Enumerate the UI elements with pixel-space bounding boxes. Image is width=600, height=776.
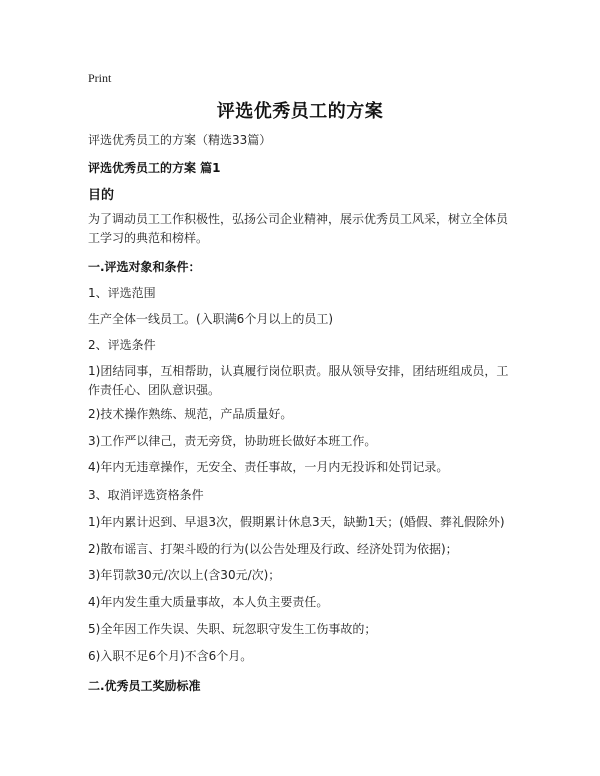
disqualify-4: 4)年内发生重大质量事故，本人负主要责任。 [88, 595, 329, 609]
condition-4: 4)年内无违章操作，无安全、责任事故，一月内无投诉和处罚记录。 [88, 460, 449, 474]
condition-1: 1)团结同事，互相帮助，认真履行岗位职责。服从领导安排，团结班组成员，工作责任心、团队意识强。 [88, 364, 509, 397]
heading-1: 一.评选对象和条件： [88, 260, 201, 274]
subheading-3: 3、取消评选资格条件 [88, 488, 204, 502]
heading-2: 二.优秀员工奖励标准 [88, 679, 201, 693]
subheading-2: 2、评选条件 [88, 338, 156, 352]
subheading-1: 1、评选范围 [88, 286, 156, 300]
section-title: 评选优秀员工的方案 篇1 [88, 161, 221, 175]
purpose-heading: 目的 [88, 188, 115, 203]
disqualify-6: 6)入职不足6个月)不含6个月。 [88, 649, 253, 663]
condition-2: 2)技术操作熟练、规范，产品质量好。 [88, 407, 293, 421]
print-label: Print [88, 71, 112, 85]
disqualify-2: 2)散布谣言、打架斗殴的行为(以公告处理及行政、经济处罚为依据)； [88, 542, 458, 556]
disqualify-1: 1)年内累计迟到、早退3次，假期累计休息3天，缺勤1天；(婚假、葬礼假除外) [88, 515, 505, 529]
doc-subtitle: 评选优秀员工的方案（精选33篇） [88, 133, 272, 147]
scope-text: 生产全体一线员工。(入职满6个月以上的员工) [88, 312, 333, 326]
page-title: 评选优秀员工的方案 [216, 101, 384, 122]
disqualify-5: 5)全年因工作失误、失职、玩忽职守发生工伤事故的； [88, 622, 377, 636]
purpose-text: 为了调动员工工作积极性，弘扬公司企业精神，展示优秀员工风采，树立全体员工学习的典范和榜样。 [88, 212, 509, 245]
disqualify-3: 3)年罚款30元/次以上(含30元/次)； [88, 568, 281, 582]
condition-3: 3)工作严以律己，责无旁贷，协助班长做好本班工作。 [88, 434, 377, 448]
